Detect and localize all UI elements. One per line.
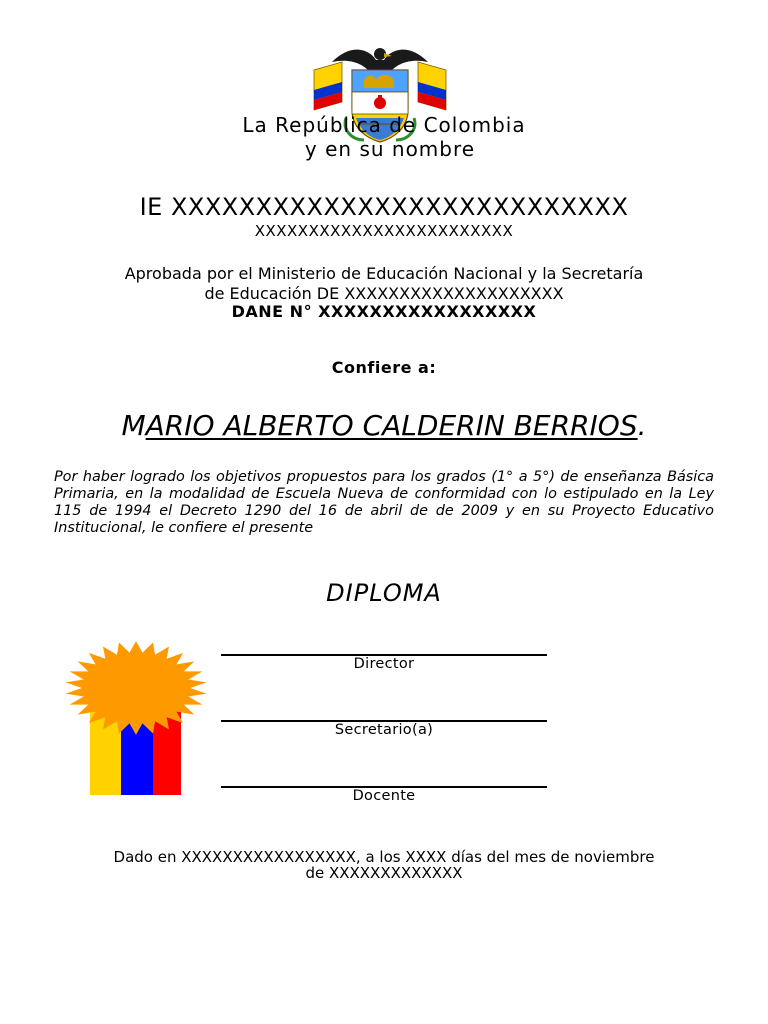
seal-sunburst — [66, 641, 207, 735]
approval-line-1: Aprobada por el Ministerio de Educación Nacional y la Secretaría — [124, 264, 644, 283]
institution-name: IE XXXXXXXXXXXXXXXXXXXXXXXXXXX — [139, 193, 629, 221]
citation-paragraph: Por haber logrado los objetivos propuestos para los grados (1° a 5°) de enseñanza Básica Primaria, en la modalidad de Escuela Nueva de conformidad con lo estipulado en la Ley 115 de 1994 el Decreto 1290 del 16 de abril de de 2009 y en su Proyecto Educativo Institucional, le confiere el presente — [54, 469, 714, 536]
document-title: DIPLOMA — [326, 579, 442, 607]
confers-label: Confiere a: — [331, 358, 437, 377]
recipient-name-rest: ARIO ALBERTO CALDERIN BERRIOS — [145, 409, 638, 442]
dane-code: DANE N° XXXXXXXXXXXXXXXXX — [231, 302, 537, 321]
signature-label-director: Director — [353, 656, 415, 672]
place-date-line-2: de XXXXXXXXXXXXX — [305, 864, 463, 882]
approval-line-2: de Educación DE XXXXXXXXXXXXXXXXXXXX — [204, 284, 564, 303]
header-line-1: La República de Colombia — [242, 113, 526, 137]
header-line-2: y en su nombre — [304, 137, 476, 161]
signature-label-teacher: Docente — [352, 788, 416, 804]
recipient-trailing: . — [637, 409, 647, 442]
recipient-initial: M — [121, 409, 146, 442]
signature-label-secretary: Secretario(a) — [334, 722, 434, 738]
award-seal-icon — [62, 640, 210, 800]
recipient-name — [0, 409, 768, 442]
place-date-line-1: Dado en XXXXXXXXXXXXXXXXX, a los XXXX días del mes de noviembre — [113, 848, 655, 866]
institution-subtitle: XXXXXXXXXXXXXXXXXXXXXXXX — [254, 222, 514, 240]
